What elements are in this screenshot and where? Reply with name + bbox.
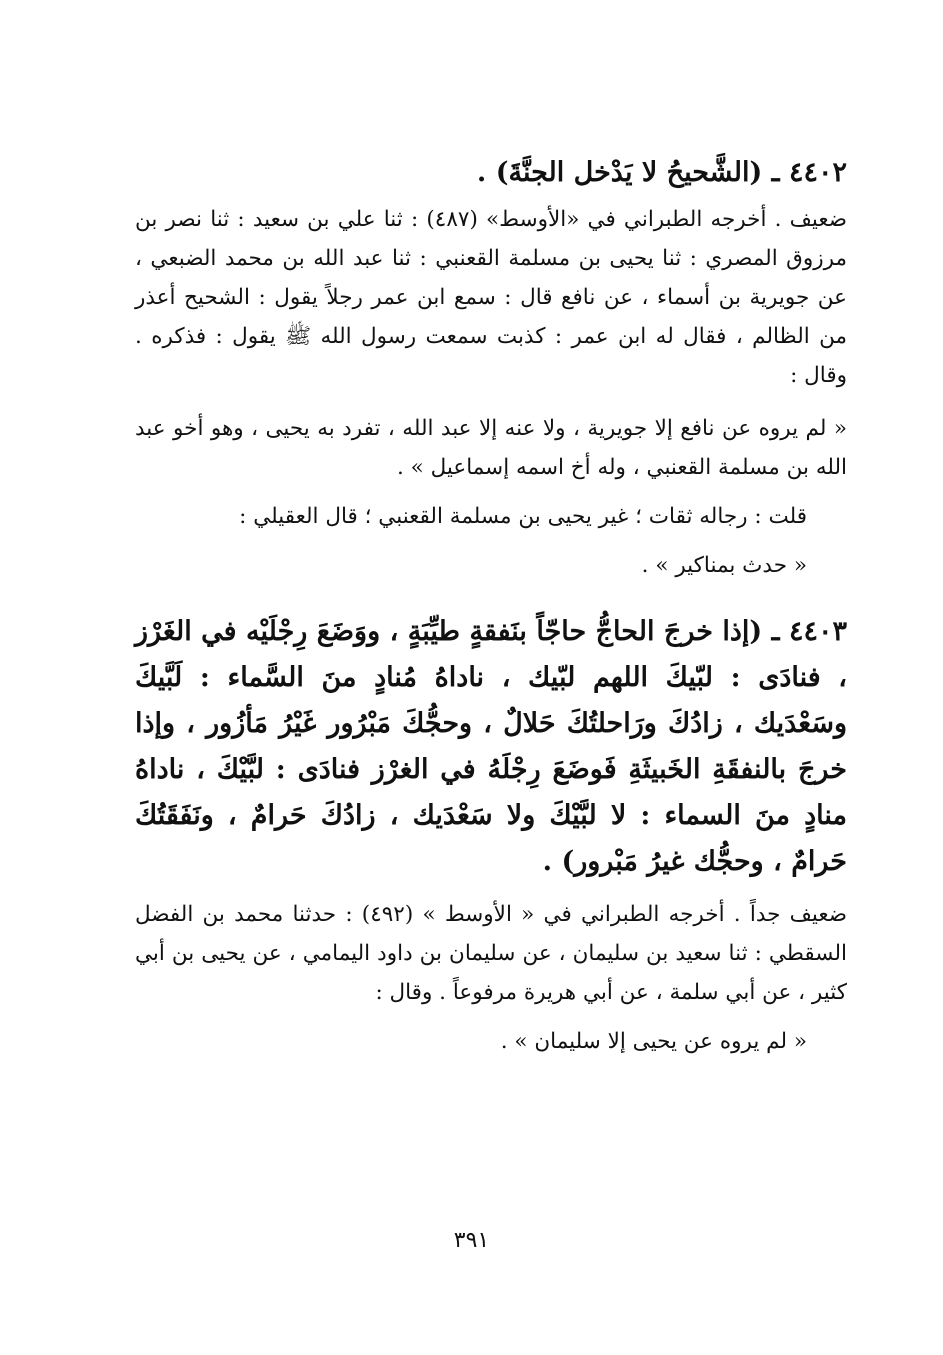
hadith-number: ٤٤٠٣ — [788, 616, 847, 647]
hadith-text: ـ (إذا خرجَ الحاجُّ حاجّاً بنَفقةٍ طيِّبَةٍ ، ووَضَعَ رِجْلَيْه في الغَرْز ، فنادَى : لبّيكَ اللهم لبّيك ، ناداهُ مُنادٍ منَ السَّماء : لَبَّيكَ وسَعْدَيك ، زادُكَ ورَاحلتُكَ حَلالٌ ، وحجُّكَ مَبْرُور غَيْرُ مَأزُور ، وإذا خرجَ بالنفقَةِ الخَبيثَةِ فَوضَعَ رِجْلَهُ في الغرْز فنادَى : لبَّيْكَ ، ناداهُ منادٍ منَ السماء : لا لبَّيْكَ ولا سَعْدَيك ، زادُكَ حَرامٌ ، ونَفَقَتُكَ حَرامٌ ، وحجُّك غيرُ مَبْرور) . — [135, 616, 847, 877]
page-content — [135, 150, 847, 1061]
hadith-4402-grading: ضعيف . أخرجه الطبراني في «الأوسط» (٤٨٧) : ثنا علي بن سعيد : ثنا نصر بن مرزوق المصري : ثنا يحيى بن مسلمة القعنبي : ثنا عبد الله بن محمد الضبعي ، عن جويرية بن أسماء ، عن نافع قال : سمع ابن عمر رجلاً يقول : الشحيح أعذر من الظالم ، فقال له ابن عمر : كذبت سمعت رسول الله ﷺ يقول : فذكره . وقال : — [135, 207, 847, 388]
hadith-text: ـ (الشَّحيحُ لا يَدْخل الجنَّةَ) . — [476, 157, 780, 188]
page-number: ٣٩١ — [453, 1228, 490, 1253]
hadith-4402-heading — [135, 150, 847, 196]
hadith-4403-heading — [135, 609, 847, 885]
hadith-4403-quote: « لم يروه عن يحيى إلا سليمان » . — [500, 1029, 807, 1054]
hadith-4402-quote: « لم يروه عن نافع إلا جويرية ، ولا عنه إلا عبد الله ، تفرد به يحيى ، وهو أخو عبد الله بن مسلمة القعنبي ، وله أخ اسمه إسماعيل » . — [135, 416, 847, 480]
hadith-number: ٤٤٠٢ — [788, 157, 847, 188]
hadith-4402-note-quote: « حدث بمناكير » . — [641, 553, 807, 578]
hadith-4402-note: قلت : رجاله ثقات ؛ غير يحيى بن مسلمة القعنبي ؛ قال العقيلي : — [239, 504, 807, 529]
hadith-4403-grading: ضعيف جداً . أخرجه الطبراني في « الأوسط » (٤٩٢) : حدثنا محمد بن الفضل السقطي : ثنا سعيد بن سليمان ، عن سليمان بن داود اليمامي ، عن يحيى بن أبي كثير ، عن أبي سلمة ، عن أبي هريرة مرفوعاً . وقال : — [135, 902, 847, 1005]
